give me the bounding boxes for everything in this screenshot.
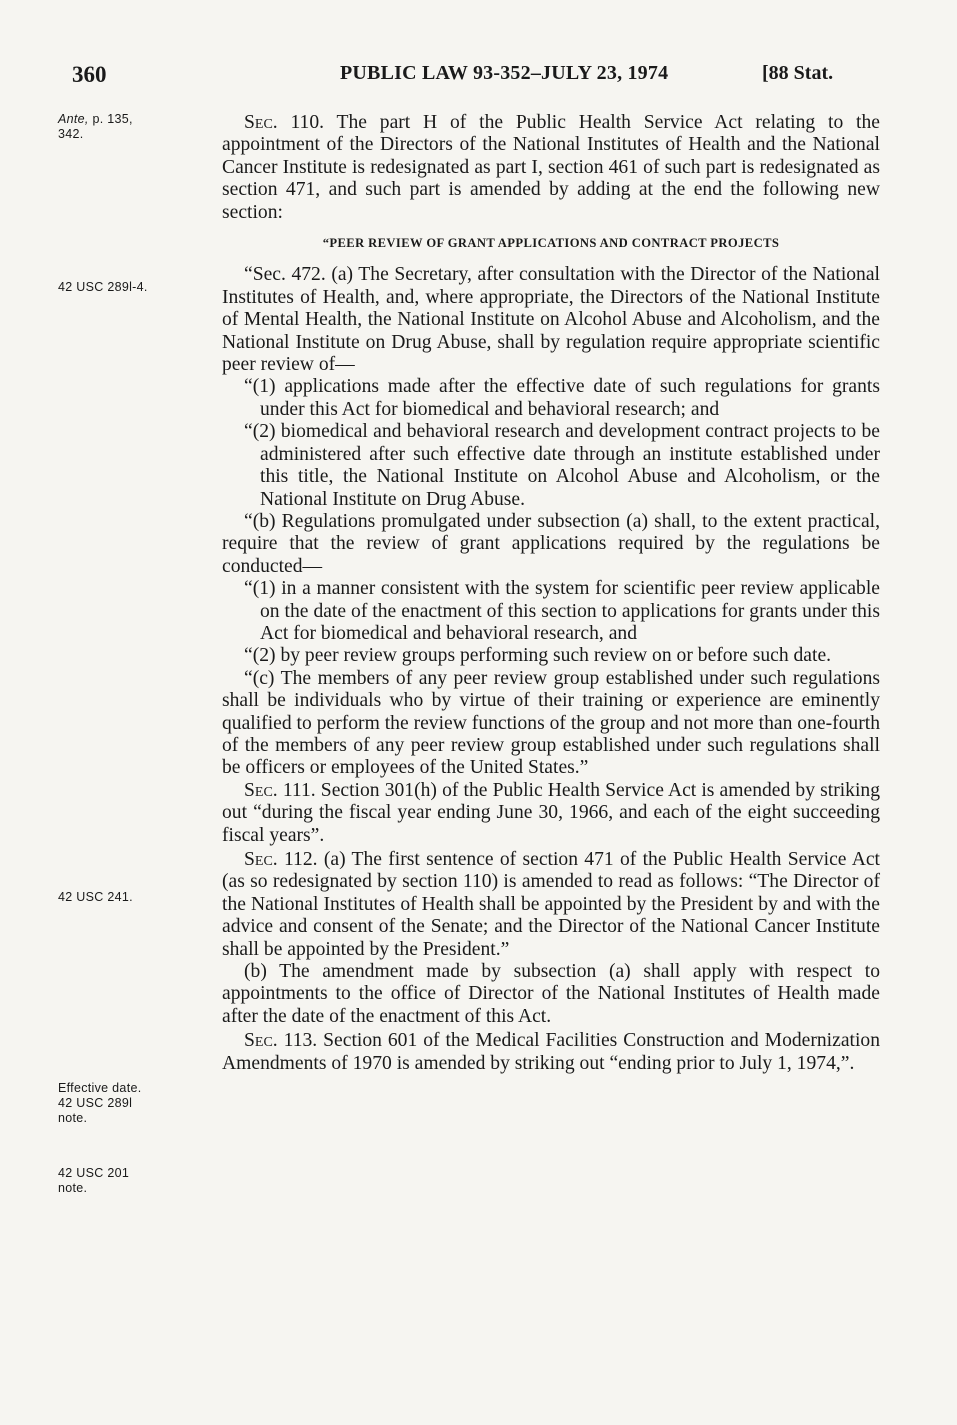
page-number: 360 — [72, 62, 107, 87]
margin-note-usc-289l-4 — [58, 280, 208, 295]
margin-note-effective-date-line2: 42 USC 289l — [58, 1096, 133, 1110]
margin-note-usc-201 — [58, 1166, 208, 1196]
section-110 — [222, 112, 880, 224]
section-472-b-2: “(2) by peer review groups performing such review on or before such date. — [244, 645, 832, 667]
section-110-label: Sec. 110. — [244, 112, 325, 133]
section-113-text: Section 601 of the Medical Facilities Construction and Modernization Amendments of 1970 is amended by striking out “ending prior to July 1, 1974,”. — [222, 1030, 881, 1074]
margin-note-usc-289l-4-text: 42 USC 289l-4. — [58, 280, 148, 294]
margin-note-effective-date-line3: note. — [58, 1111, 88, 1125]
section-111-label: Sec. 111. — [244, 779, 316, 801]
section-112-label: Sec. 112. — [244, 849, 318, 870]
statute-body — [222, 112, 880, 1075]
margin-note-ante — [58, 112, 208, 142]
section-472-a-1: “(1) applications made after the effective date of such regulations for grants under this Act for biomedical and behavioral research; and — [244, 376, 880, 420]
margin-note-ante-page-2: 342. — [58, 127, 84, 141]
section-113 — [222, 1030, 880, 1075]
margin-note-effective-date-line1: Effective date. — [58, 1081, 142, 1095]
section-472-heading: “PEER REVIEW OF GRANT APPLICATIONS AND CONTRACT PROJECTS — [322, 236, 780, 251]
section-111-text: Section 301(h) of the Public Health Service Act is amended by striking out “during the fiscal year ending June 30, 1966, and each of the eight succeeding fiscal years”. — [222, 779, 881, 846]
margin-note-ante-page: p. 135, — [92, 112, 133, 126]
section-472-b: “(b) Regulations promulgated under subsection (a) shall, to the extent practical, require that the review of grant applications required by the regulations be conducted— — [222, 510, 880, 577]
section-110-text: The part H of the Public Health Service Act relating to the appointment of the Directors of the National Institutes of Health and the National Cancer Institute is redesignated as part I, section 461 of such part is redesignated as section 471, and such part is amended by adding at the end the following new section: — [222, 112, 880, 223]
margin-note-usc-201-line2: note. — [58, 1181, 88, 1195]
section-112-a — [222, 849, 880, 961]
margin-note-usc-241 — [58, 890, 208, 905]
section-472-c: “(c) The members of any peer review group established under such regulations shall be individuals who by virtue of their training or experience are eminently qualified to perform the review functions of the group and not more than one-fourth of the members of any peer review group established under such regulations shall be officers or employees of the United States.” — [222, 667, 880, 779]
margin-note-effective-date — [58, 1081, 208, 1126]
section-111 — [222, 780, 880, 847]
section-112-a-text: (a) The first sentence of section 471 of the Public Health Service Act (as so redesignated by section 110) is amended to read as follows: “The Director of the National Institutes of Health shall be appointed by the President by and with the advice and consent of the Senate; and the Director of the National Cancer Institute shall be appointed by the President.” — [222, 849, 880, 960]
section-113-label: Sec. 113. — [244, 1030, 318, 1052]
section-472-a: “Sec. 472. (a) The Secretary, after consultation with the Director of the National Institutes of Health, and, where appropriate, the Directors of the National Institute of Mental Health, the National Institute on Alcohol Abuse and Alcoholism, and the National Institute on Drug Abuse, shall by regulation require appropriate scientific peer review of— — [222, 264, 880, 376]
margin-note-ante-label: Ante, — [58, 112, 89, 126]
section-472-b-1: “(1) in a manner consistent with the system for scientific peer review applicable on the date of the enactment of this section to applications for grants under this Act for biomedical and behavioral research, and — [244, 578, 880, 644]
statute-reference: [88 Stat. — [762, 62, 834, 84]
margin-note-usc-241-text: 42 USC 241. — [58, 890, 133, 904]
section-472-a-2: “(2) biomedical and behavioral research and development contract projects to be administered after such effective date through an institute established under this title, the National Institute on Alcohol Abuse and Alcoholism, or the National Institute on Drug Abuse. — [244, 421, 880, 510]
section-112-b: (b) The amendment made by subsection (a) shall apply with respect to appointments to the office of Director of the National Institutes of Health made after the date of the enactment of this Act. — [222, 961, 880, 1027]
margin-note-usc-201-line1: 42 USC 201 — [58, 1166, 130, 1180]
running-head: PUBLIC LAW 93-352–JULY 23, 1974 — [340, 62, 669, 84]
